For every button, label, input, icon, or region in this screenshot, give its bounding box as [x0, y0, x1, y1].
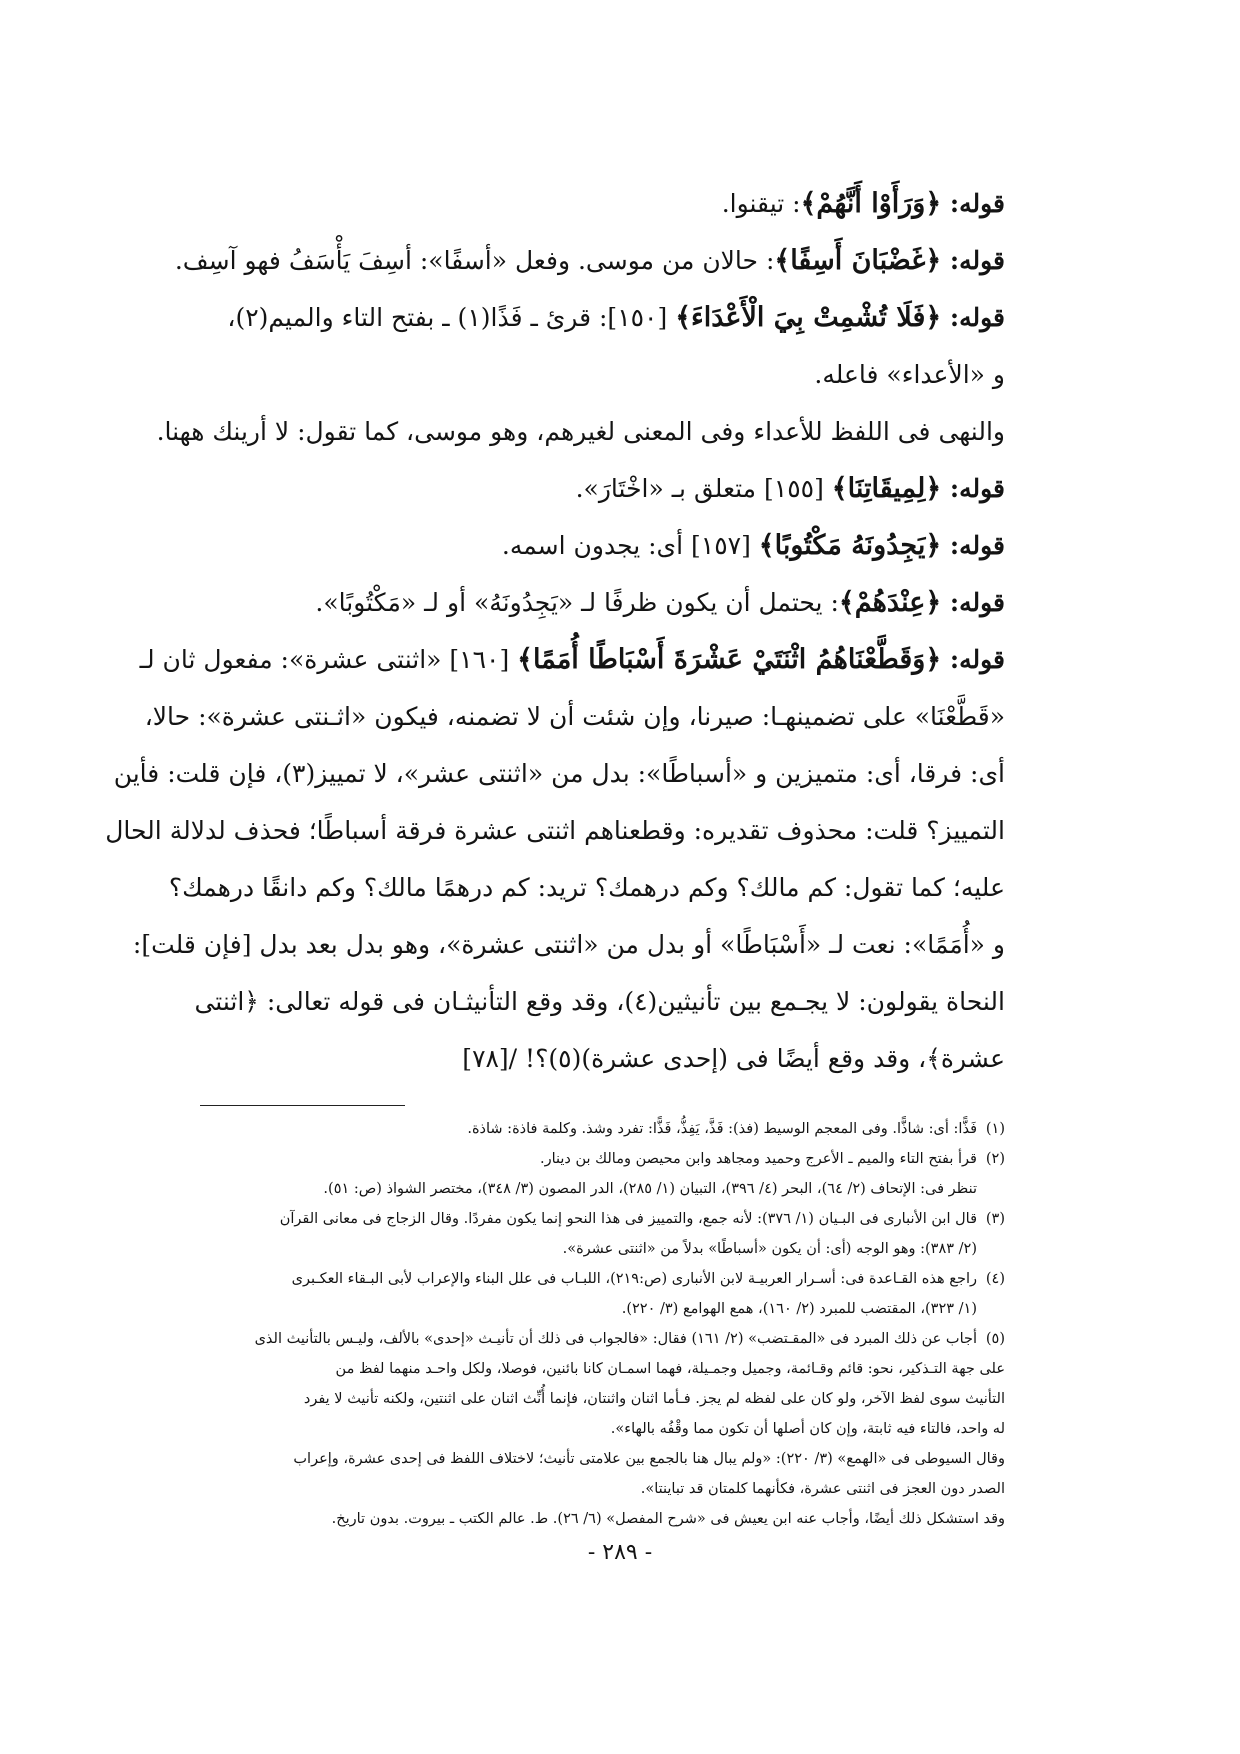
footnote-line: (٤)راجع هذه القـاعدة فى: أسـرار العربيـة لابن الأنبارى (ص:٢١٩)، اللبـاب فى علل البناء والإعراب لأبى البـقاء العكـبرى	[200, 1264, 1005, 1294]
quran-verse: ﴿يَجِدُونَهُ مَكْتُوبًا﴾	[758, 530, 942, 561]
text-line: قوله: ﴿عِنْدَهُمْ﴾: يحتمل أن يكون ظرفًا لـ «يَجِدُونَهُ» أو لـ «مَكْتُوبًا».	[315, 587, 1005, 618]
text-line: قوله: ﴿غَضْبَانَ أَسِفًا﴾: حالان من موسى. وفعل «أسفًا»: أسِفَ يَأْسَفُ فهو آسِف.	[174, 245, 1005, 276]
footnote-number: (٥)	[985, 1331, 1005, 1347]
main-text	[105, 175, 1005, 1087]
footnote-number: (٤)	[985, 1271, 1005, 1287]
text-line: «قَطَّعْنَا» على تضمينهـا: صيرنا، وإن شئت أن لا تضمنه، فيكون «اثـنتى عشرة»: حالا،	[144, 702, 1005, 731]
footnote-line: الصدر دون العجز فى اثنتى عشرة، فكأنهما كلمتان قد تباينتا».	[640, 1481, 1005, 1497]
footnote-line: وقد استشكل ذلك أيضًا، وأجاب عنه ابن يعيش فى «شرح المفصل» (٦/ ٢٦). ط. عالم الكتب ـ بيروت. بدون تاريخ.	[331, 1511, 1005, 1527]
text-line: عليه؛ كما تقول: كم مالك؟ وكم درهمك؟ تريد: كم درهمًا مالك؟ وكم دانقًا درهمك؟	[168, 873, 1005, 902]
text-line: أى: فرقا، أى: متميزين و «أسباطًا»: بدل من «اثنتى عشر»، لا تمييز(٣)، فإن قلت: فأين	[113, 759, 1005, 788]
quran-verse: ﴿فَلَا تُشْمِتْ بِيَ الْأَعْدَاءَ﴾	[675, 302, 942, 333]
footnote-line: (١)فَذًّا: أى: شاذًّا. وفى المعجم الوسيط (فذ): فَذَّ، يَفِذُّ، فَذًّا: تفرد وشذ. وكلمة فاذة: شاذة.	[200, 1114, 1005, 1144]
footnote-number: (١)	[985, 1121, 1005, 1137]
footnote-line: (٢)قرأ بفتح التاء والميم ـ الأعرج وحميد ومجاهد وابن محيصن ومالك بن دينار.	[200, 1144, 1005, 1174]
quran-verse: ﴿لِمِيقَاتِنَا﴾	[831, 473, 942, 504]
footnote-line: تنظر فى: الإتحاف (٢/ ٦٤)، البحر (٤/ ٣٩٦)، التبيان (١/ ٢٨٥)، الدر المصون (٣/ ٣٤٨)، مختصر الشواذ (ص: ٥١).	[323, 1181, 977, 1197]
footnote-line: له واحد، فالتاء فيه ثابتة، وإن كان أصلها أن تكون مما وقْفُه بالهاء».	[610, 1421, 1005, 1437]
text-line: و «الأعداء» فاعله.	[814, 360, 1005, 389]
text-line: قوله: ﴿يَجِدُونَهُ مَكْتُوبًا﴾ [١٥٧] أى: يجدون اسمه.	[501, 530, 1005, 561]
footnote-line: وقال السيوطى فى «الهمع» (٣/ ٢٢٠): «ولم يبال هنا بالجمع بين علامتى تأنيث؛ لاختلاف اللفظ فى إحدى عشرة، وإعراب	[293, 1451, 1005, 1467]
quran-verse: ﴿غَضْبَانَ أَسِفًا﴾	[774, 245, 942, 276]
page-number: - ٢٨٩ -	[587, 1540, 653, 1565]
footnote-line: (٣)قال ابن الأنبارى فى البـيان (١/ ٣٧٦): لأنه جمع، والتمييز فى هذا النحو إنما يكون مفردًا. وقال الزجاج فى معانى القرآن	[200, 1204, 1005, 1234]
quran-verse: ﴿عِنْدَهُمْ﴾	[838, 587, 942, 618]
footnote-line: على جهة التـذكير، نحو: قائم وقـائمة، وجميل وجمـيلة، فهما اسمـان كانا بائنين، فوصلا، ولكل واحـد منهما لفظ من	[335, 1361, 1005, 1377]
footnote-line: التأنيث سوى لفظ الآخر، ولو كان على لفظه لم يجز. فـأما اثنان واثنتان، فإنما أُنِّث اثنان على اثنتين، ولكنه تأنيث لا يفرد	[303, 1391, 1005, 1407]
footnote-line: (١/ ٣٢٣)، المقتضب للمبرد (٢/ ١٦٠)، همع الهوامع (٣/ ٢٢٠).	[621, 1301, 977, 1317]
footnotes	[200, 1114, 1005, 1534]
quran-verse: ﴿وَقَطَّعْنَاهُمُ اثْنَتَيْ عَشْرَةَ أَسْبَاطًا أُمَمًا﴾	[517, 644, 942, 675]
text-line: التمييز؟ قلت: محذوف تقديره: وقطعناهم اثنتى عشرة فرقة أسباطًا؛ فحذف لدلالة الحال	[105, 816, 1005, 845]
quran-verse: ﴿وَرَأَوْا أَنَّهُمْ﴾	[800, 188, 942, 219]
text-line: قوله: ﴿لِمِيقَاتِنَا﴾ [١٥٥] متعلق بـ «اخْتَارَ».	[575, 473, 1005, 504]
page-body	[105, 175, 1005, 1534]
text-line: قوله: ﴿فَلَا تُشْمِتْ بِيَ الْأَعْدَاءَ﴾ [١٥٠]: قرئ ـ فَذًا(١) ـ بفتح التاء والميم(٢)،	[227, 302, 1005, 333]
footnote-line: (٢/ ٣٨٣): وهو الوجه (أى: أن يكون «أسباطًا» بدلاً من «اثنتى عشرة».	[562, 1241, 977, 1257]
text-line: قوله: ﴿وَرَأَوْا أَنَّهُمْ﴾: تيقنوا.	[721, 188, 1005, 219]
footnote-divider	[200, 1105, 405, 1106]
text-line: و «أُمَمًا»: نعت لـ «أَسْبَاطًا» أو بدل من «اثنتى عشرة»، وهو بدل بعد بدل [فإن قلت]:	[132, 930, 1005, 959]
text-line: عشرة﴾، وقد وقع أيضًا فى (إحدى عشرة)(٥)؟! /[٧٨]	[462, 1044, 1005, 1073]
footnote-line: (٥)أجاب عن ذلك المبرد فى «المقـتضب» (٢/ ١٦١) فقال: «فالجواب فى ذلك أن تأنيـث «إحدى» بالألف، وليـس بالتأنيث الذى	[200, 1324, 1005, 1354]
footnote-number: (٣)	[985, 1211, 1005, 1227]
footnote-number: (٢)	[985, 1151, 1005, 1167]
text-line: والنهى فى اللفظ للأعداء وفى المعنى لغيرهم، وهو موسى، كما تقول: لا أرينك ههنا.	[156, 417, 1005, 446]
text-line: قوله: ﴿وَقَطَّعْنَاهُمُ اثْنَتَيْ عَشْرَةَ أَسْبَاطًا أُمَمًا﴾ [١٦٠] «اثنتى عشرة»: مفعول ثان لـ	[139, 644, 1005, 675]
text-line: النحاة يقولون: لا يجـمع بين تأنيثين(٤)، وقد وقع التأنيثـان فى قوله تعالى: ﴿اثنتى	[194, 987, 1005, 1016]
